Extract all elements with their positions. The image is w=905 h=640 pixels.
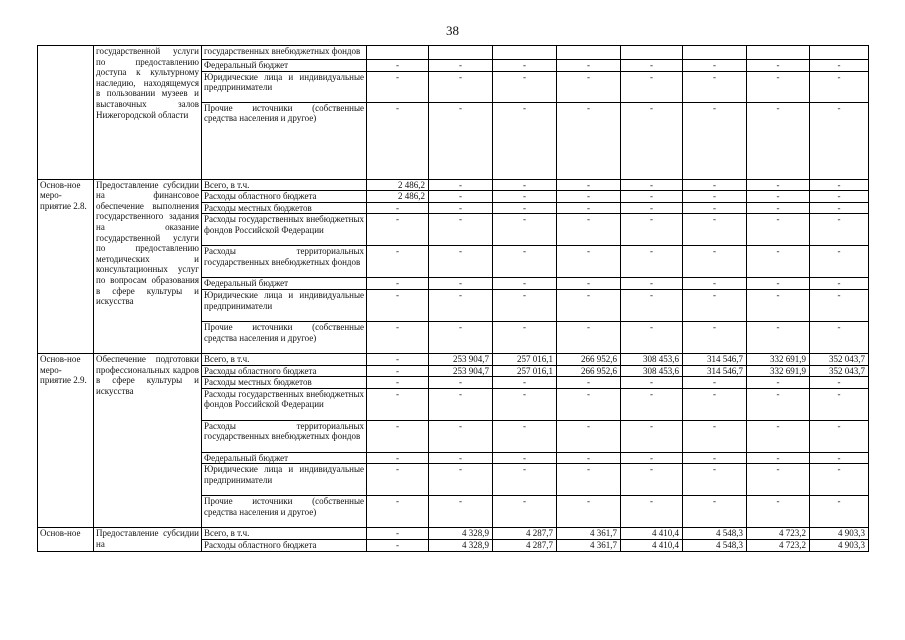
- value-cell: -: [367, 202, 429, 214]
- value-cell: -: [367, 321, 429, 353]
- value-cell: -: [557, 246, 621, 278]
- value-cell: [810, 46, 869, 60]
- value-cell: -: [493, 496, 557, 528]
- value-cell: 4 903,3: [810, 528, 869, 540]
- funding-source: Расходы областного бюджета: [202, 191, 367, 203]
- value-cell: -: [493, 214, 557, 246]
- funding-source: Всего, в т.ч.: [202, 528, 367, 540]
- value-cell: -: [683, 278, 747, 290]
- value-cell: [683, 46, 747, 60]
- funding-source: Расходы государственных внебюджетных фондов Российской Федерации: [202, 388, 367, 420]
- value-cell: 4 287,7: [493, 539, 557, 551]
- value-cell: -: [683, 388, 747, 420]
- value-cell: 266 952,6: [557, 353, 621, 365]
- table-row: [38, 46, 869, 60]
- value-cell: 253 904,7: [429, 353, 493, 365]
- value-cell: -: [810, 321, 869, 353]
- value-cell: -: [429, 102, 493, 179]
- value-cell: -: [747, 179, 810, 191]
- value-cell: -: [367, 539, 429, 551]
- value-cell: -: [429, 179, 493, 191]
- value-cell: -: [429, 202, 493, 214]
- value-cell: [367, 46, 429, 60]
- activity-description: Предоставление субсидии на финансовое обеспечение выполнения государственного задания на оказание государственной услуги по предоставлению методических и консультационных услуг по вопросам образования в сфере культуры и искусства: [94, 179, 202, 353]
- value-cell: -: [367, 528, 429, 540]
- value-cell: -: [367, 452, 429, 464]
- value-cell: -: [429, 246, 493, 278]
- funding-source: Расходы местных бюджетов: [202, 202, 367, 214]
- value-cell: 266 952,6: [557, 365, 621, 377]
- activity-description: государственной услуги по предоставлению доступа к культурному наследию, находящемуся в пользовании музеев и выставочных залов Нижегородской области: [94, 46, 202, 180]
- value-cell: -: [557, 388, 621, 420]
- value-cell: -: [747, 214, 810, 246]
- value-cell: -: [621, 278, 683, 290]
- value-cell: -: [683, 289, 747, 321]
- funding-source: Расходы областного бюджета: [202, 365, 367, 377]
- value-cell: -: [747, 202, 810, 214]
- value-cell: -: [493, 321, 557, 353]
- value-cell: 314 546,7: [683, 353, 747, 365]
- value-cell: -: [493, 179, 557, 191]
- value-cell: 332 691,9: [747, 353, 810, 365]
- value-cell: 332 691,9: [747, 365, 810, 377]
- value-cell: -: [621, 60, 683, 72]
- value-cell: -: [810, 388, 869, 420]
- value-cell: 314 546,7: [683, 365, 747, 377]
- value-cell: 4 903,3: [810, 539, 869, 551]
- value-cell: -: [557, 321, 621, 353]
- value-cell: -: [810, 202, 869, 214]
- value-cell: -: [621, 464, 683, 496]
- value-cell: -: [621, 214, 683, 246]
- funding-source: Юридические лица и индивидуальные предприниматели: [202, 289, 367, 321]
- funding-source: Расходы местных бюджетов: [202, 377, 367, 389]
- value-cell: 4 723,2: [747, 528, 810, 540]
- value-cell: -: [621, 452, 683, 464]
- value-cell: 308 453,6: [621, 365, 683, 377]
- value-cell: -: [747, 452, 810, 464]
- value-cell: -: [367, 353, 429, 365]
- value-cell: -: [683, 246, 747, 278]
- value-cell: 4 361,7: [557, 539, 621, 551]
- value-cell: -: [557, 191, 621, 203]
- funding-source: Расходы областного бюджета: [202, 539, 367, 551]
- value-cell: -: [429, 214, 493, 246]
- value-cell: -: [683, 202, 747, 214]
- activity-label: Основ-ное меро-приятие 2.8.: [38, 179, 94, 353]
- value-cell: -: [621, 388, 683, 420]
- value-cell: -: [810, 278, 869, 290]
- value-cell: -: [621, 420, 683, 452]
- value-cell: -: [683, 377, 747, 389]
- value-cell: 4 328,9: [429, 528, 493, 540]
- funding-source: Расходы территориальных государственных внебюджетных фондов: [202, 420, 367, 452]
- value-cell: -: [683, 452, 747, 464]
- value-cell: [621, 46, 683, 60]
- value-cell: -: [810, 496, 869, 528]
- value-cell: 4 548,3: [683, 539, 747, 551]
- value-cell: -: [493, 464, 557, 496]
- value-cell: -: [429, 420, 493, 452]
- value-cell: -: [557, 377, 621, 389]
- value-cell: 257 016,1: [493, 365, 557, 377]
- value-cell: -: [367, 246, 429, 278]
- value-cell: [557, 46, 621, 60]
- value-cell: -: [747, 464, 810, 496]
- value-cell: -: [747, 496, 810, 528]
- value-cell: -: [429, 377, 493, 389]
- value-cell: -: [367, 388, 429, 420]
- value-cell: -: [429, 321, 493, 353]
- value-cell: -: [557, 452, 621, 464]
- value-cell: -: [810, 102, 869, 179]
- value-cell: -: [493, 278, 557, 290]
- value-cell: -: [747, 289, 810, 321]
- value-cell: -: [493, 60, 557, 72]
- value-cell: -: [621, 377, 683, 389]
- value-cell: -: [621, 321, 683, 353]
- value-cell: -: [429, 60, 493, 72]
- value-cell: -: [557, 71, 621, 102]
- value-cell: -: [683, 496, 747, 528]
- value-cell: -: [367, 71, 429, 102]
- activity-description: Предоставление субсидии на: [94, 528, 202, 551]
- value-cell: -: [429, 452, 493, 464]
- value-cell: 4 548,3: [683, 528, 747, 540]
- value-cell: -: [810, 420, 869, 452]
- value-cell: 4 361,7: [557, 528, 621, 540]
- value-cell: -: [429, 278, 493, 290]
- value-cell: -: [367, 278, 429, 290]
- funding-source: Юридические лица и индивидуальные предприниматели: [202, 71, 367, 102]
- value-cell: -: [493, 71, 557, 102]
- value-cell: -: [747, 71, 810, 102]
- value-cell: -: [747, 102, 810, 179]
- value-cell: -: [621, 179, 683, 191]
- funding-source: государственных внебюджетных фондов: [202, 46, 367, 60]
- value-cell: -: [683, 191, 747, 203]
- value-cell: 253 904,7: [429, 365, 493, 377]
- value-cell: -: [557, 420, 621, 452]
- value-cell: -: [557, 202, 621, 214]
- value-cell: 4 410,4: [621, 539, 683, 551]
- value-cell: -: [810, 464, 869, 496]
- value-cell: -: [557, 278, 621, 290]
- value-cell: -: [621, 202, 683, 214]
- value-cell: -: [367, 289, 429, 321]
- activity-description: Обеспечение подготовки профессиональных кадров в сфере культуры и искусства: [94, 353, 202, 527]
- value-cell: 2 486,2: [367, 179, 429, 191]
- value-cell: -: [621, 191, 683, 203]
- funding-source: Прочие источники (собственные средства населения и другое): [202, 321, 367, 353]
- value-cell: -: [493, 388, 557, 420]
- value-cell: -: [493, 289, 557, 321]
- value-cell: -: [367, 496, 429, 528]
- funding-source: Федеральный бюджет: [202, 60, 367, 72]
- value-cell: -: [367, 102, 429, 179]
- funding-table: [37, 45, 869, 552]
- table-row: [38, 528, 869, 540]
- value-cell: -: [493, 377, 557, 389]
- activity-label: Основ-ное меро-приятие 2.9.: [38, 353, 94, 527]
- value-cell: -: [367, 214, 429, 246]
- value-cell: -: [557, 60, 621, 72]
- funding-source: Федеральный бюджет: [202, 278, 367, 290]
- value-cell: -: [747, 246, 810, 278]
- value-cell: -: [810, 71, 869, 102]
- value-cell: -: [557, 289, 621, 321]
- value-cell: -: [621, 102, 683, 179]
- value-cell: 4 287,7: [493, 528, 557, 540]
- value-cell: [429, 46, 493, 60]
- value-cell: -: [747, 60, 810, 72]
- value-cell: -: [621, 496, 683, 528]
- funding-source: Прочие источники (собственные средства населения и другое): [202, 496, 367, 528]
- value-cell: -: [683, 214, 747, 246]
- value-cell: 4 410,4: [621, 528, 683, 540]
- value-cell: -: [621, 246, 683, 278]
- value-cell: -: [493, 246, 557, 278]
- value-cell: 352 043,7: [810, 353, 869, 365]
- funding-table-body: [38, 46, 869, 552]
- value-cell: -: [810, 377, 869, 389]
- value-cell: -: [747, 377, 810, 389]
- value-cell: -: [429, 71, 493, 102]
- funding-source: Всего, в т.ч.: [202, 353, 367, 365]
- value-cell: -: [493, 191, 557, 203]
- value-cell: -: [810, 191, 869, 203]
- value-cell: -: [621, 71, 683, 102]
- value-cell: -: [683, 71, 747, 102]
- value-cell: -: [810, 289, 869, 321]
- value-cell: -: [367, 365, 429, 377]
- funding-source: Всего, в т.ч.: [202, 179, 367, 191]
- value-cell: -: [367, 420, 429, 452]
- value-cell: -: [367, 464, 429, 496]
- value-cell: 2 486,2: [367, 191, 429, 203]
- value-cell: 308 453,6: [621, 353, 683, 365]
- value-cell: -: [747, 278, 810, 290]
- value-cell: 257 016,1: [493, 353, 557, 365]
- value-cell: -: [810, 60, 869, 72]
- value-cell: -: [493, 102, 557, 179]
- value-cell: -: [747, 388, 810, 420]
- value-cell: -: [557, 496, 621, 528]
- value-cell: -: [810, 179, 869, 191]
- value-cell: -: [810, 246, 869, 278]
- value-cell: -: [683, 60, 747, 72]
- value-cell: -: [683, 179, 747, 191]
- funding-source: Юридические лица и индивидуальные предприниматели: [202, 464, 367, 496]
- value-cell: -: [810, 452, 869, 464]
- value-cell: -: [429, 289, 493, 321]
- value-cell: 4 328,9: [429, 539, 493, 551]
- value-cell: -: [429, 496, 493, 528]
- funding-source: Прочие источники (собственные средства населения и другое): [202, 102, 367, 179]
- value-cell: 352 043,7: [810, 365, 869, 377]
- value-cell: -: [557, 179, 621, 191]
- value-cell: -: [493, 202, 557, 214]
- value-cell: -: [429, 388, 493, 420]
- value-cell: -: [747, 420, 810, 452]
- funding-source: Федеральный бюджет: [202, 452, 367, 464]
- value-cell: -: [429, 191, 493, 203]
- activity-label: Основ-ное: [38, 528, 94, 551]
- value-cell: [493, 46, 557, 60]
- table-row: [38, 179, 869, 191]
- value-cell: -: [747, 191, 810, 203]
- value-cell: -: [683, 102, 747, 179]
- value-cell: [747, 46, 810, 60]
- value-cell: -: [621, 289, 683, 321]
- value-cell: -: [493, 420, 557, 452]
- value-cell: -: [810, 214, 869, 246]
- value-cell: -: [683, 464, 747, 496]
- activity-label: [38, 46, 94, 180]
- value-cell: -: [683, 321, 747, 353]
- value-cell: -: [367, 377, 429, 389]
- value-cell: -: [557, 464, 621, 496]
- value-cell: -: [557, 214, 621, 246]
- funding-source: Расходы государственных внебюджетных фондов Российской Федерации: [202, 214, 367, 246]
- page-number: 38: [446, 23, 459, 38]
- funding-source: Расходы территориальных государственных внебюджетных фондов: [202, 246, 367, 278]
- value-cell: -: [367, 60, 429, 72]
- value-cell: -: [683, 420, 747, 452]
- value-cell: -: [747, 321, 810, 353]
- table-row: [38, 353, 869, 365]
- value-cell: -: [493, 452, 557, 464]
- value-cell: -: [429, 464, 493, 496]
- value-cell: -: [557, 102, 621, 179]
- value-cell: 4 723,2: [747, 539, 810, 551]
